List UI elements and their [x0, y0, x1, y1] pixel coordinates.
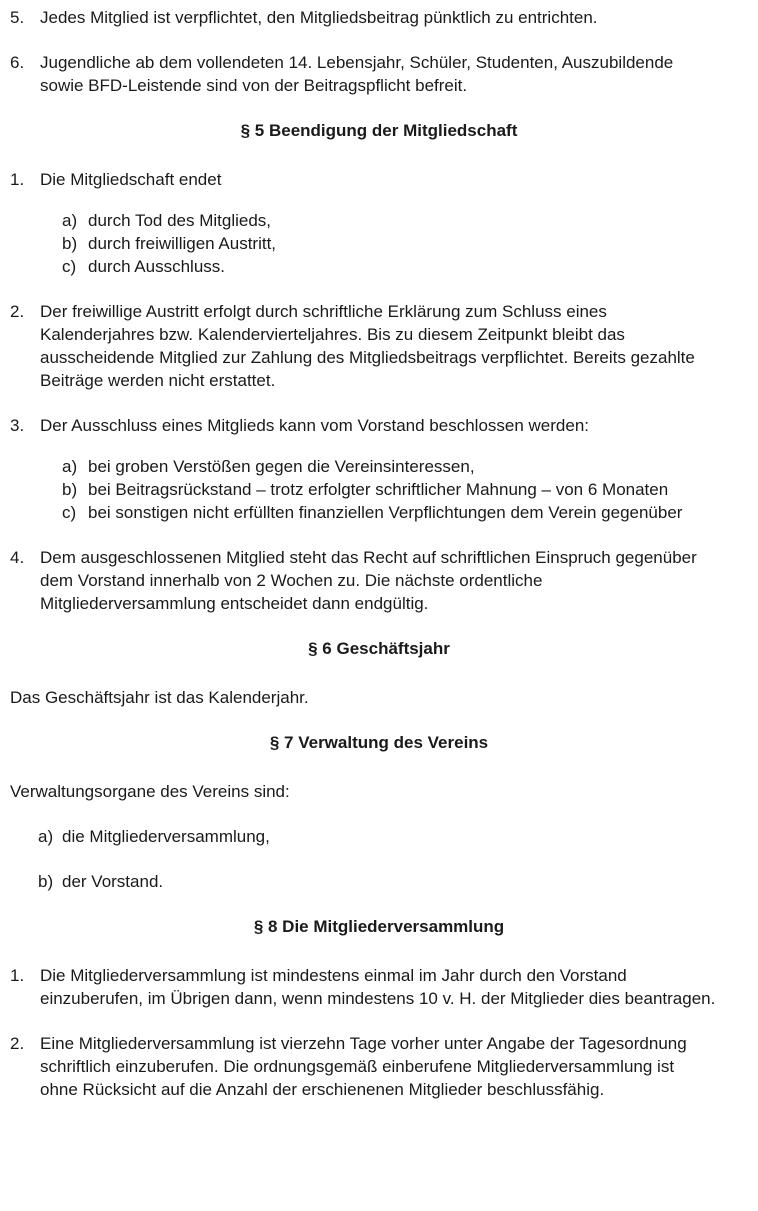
section-8-item-1 [10, 964, 716, 1010]
item-text: Die Mitgliederversammlung ist mindestens einmal im Jahr durch den Vorstand einzuberufen, im Übrigen dann, wenn mindestens 10 v. H. der Mitglieder dies beantragen. [40, 966, 716, 1008]
sub-item-c [62, 255, 716, 278]
sub-item-text: bei groben Verstößen gegen die Vereinsinteressen, [88, 457, 475, 476]
sub-item-text: durch freiwilligen Austritt, [88, 234, 277, 253]
list-item-6 [10, 51, 716, 97]
section-5-item-1-sublist [62, 209, 716, 278]
section-7-heading: § 7 Verwaltung des Vereins [269, 733, 489, 752]
sub-item-b [62, 232, 716, 255]
section-5-item-4 [10, 546, 716, 615]
item-text: Dem ausgeschlossenen Mitglied steht das Recht auf schriftlichen Einspruch gegenüber dem Vorstand innerhalb von 2 Wochen zu. Die nächste ordentliche Mitgliederversammlung entscheidet dann endgültig. [40, 548, 697, 613]
sub-item-b [62, 478, 716, 501]
list-item-b [38, 870, 716, 893]
item-text: Der Ausschluss eines Mitglieds kann vom Vorstand beschlossen werden: [40, 416, 590, 435]
sub-item-a [62, 455, 716, 478]
item-text: Der freiwillige Austritt erfolgt durch schriftliche Erklärung zum Schluss eines Kalenderjahres bzw. Kalendervierteljahres. Bis zu diesem Zeitpunkt bleibt das ausscheidende Mitglied zur Zahlung des Mitgliedsbeitrags verpflichtet. Bereits gezahlte Beiträge werden nicht erstattet. [40, 302, 695, 390]
item-text: Jedes Mitglied ist verpflichtet, den Mitgliedsbeitrag pünktlich zu entrichten. [40, 8, 598, 27]
section-6-paragraph: Das Geschäftsjahr ist das Kalenderjahr. [10, 688, 309, 707]
item-text: Jugendliche ab dem vollendeten 14. Lebensjahr, Schüler, Studenten, Auszubildende sowie BFD-Leistende sind von der Beitragspflicht befreit. [40, 53, 674, 95]
sub-item-text: bei sonstigen nicht erfüllten finanziellen Verpflichtungen dem Verein gegenüber [88, 503, 683, 522]
section-5-item-3-sublist [62, 455, 716, 524]
item-marker: 5. [10, 8, 25, 27]
item-marker: 6. [10, 53, 25, 72]
list-item-5 [10, 6, 716, 29]
section-7-paragraph: Verwaltungsorgane des Vereins sind: [10, 782, 290, 801]
item-text: der Vorstand. [62, 872, 164, 891]
sub-item-text: durch Tod des Mitglieds, [88, 211, 272, 230]
section-5-heading: § 5 Beendigung der Mitgliedschaft [240, 121, 518, 140]
item-text: Eine Mitgliederversammlung ist vierzehn Tage vorher unter Angabe der Tagesordnung schriftlich einzuberufen. Die ordnungsgemäß einberufene Mitgliederversammlung ist ohne Rücksicht auf die Anzahl der erschienenen Mitglieder beschlussfähig. [40, 1034, 687, 1099]
item-marker: a) [38, 827, 54, 846]
item-marker: 2. [10, 1034, 25, 1053]
sub-item-marker: a) [62, 211, 78, 230]
section-7-list [38, 825, 716, 893]
sub-item-c [62, 501, 716, 524]
sub-item-marker: a) [62, 457, 78, 476]
sub-item-marker: c) [62, 503, 77, 522]
list-item-a [38, 825, 716, 848]
sub-item-marker: c) [62, 257, 77, 276]
section-8-item-2 [10, 1032, 716, 1101]
item-marker: 4. [10, 548, 25, 567]
sub-item-marker: b) [62, 480, 78, 499]
item-marker: 2. [10, 302, 25, 321]
item-marker: 3. [10, 416, 25, 435]
sub-item-text: durch Ausschluss. [88, 257, 226, 276]
sub-item-text: bei Beitragsrückstand – trotz erfolgter schriftlicher Mahnung – von 6 Monaten [88, 480, 669, 499]
sub-item-a [62, 209, 716, 232]
sub-item-marker: b) [62, 234, 78, 253]
item-text: Die Mitgliedschaft endet [40, 170, 222, 189]
section-6-heading: § 6 Geschäftsjahr [308, 639, 450, 658]
section-5-item-2 [10, 300, 716, 392]
section-5-item-1 [10, 168, 716, 278]
item-marker: 1. [10, 966, 25, 985]
item-marker: b) [38, 872, 54, 891]
item-text: die Mitgliederversammlung, [62, 827, 270, 846]
section-8-heading: § 8 Die Mitgliederversammlung [253, 917, 505, 936]
section-5-item-3 [10, 414, 716, 524]
item-marker: 1. [10, 170, 25, 189]
